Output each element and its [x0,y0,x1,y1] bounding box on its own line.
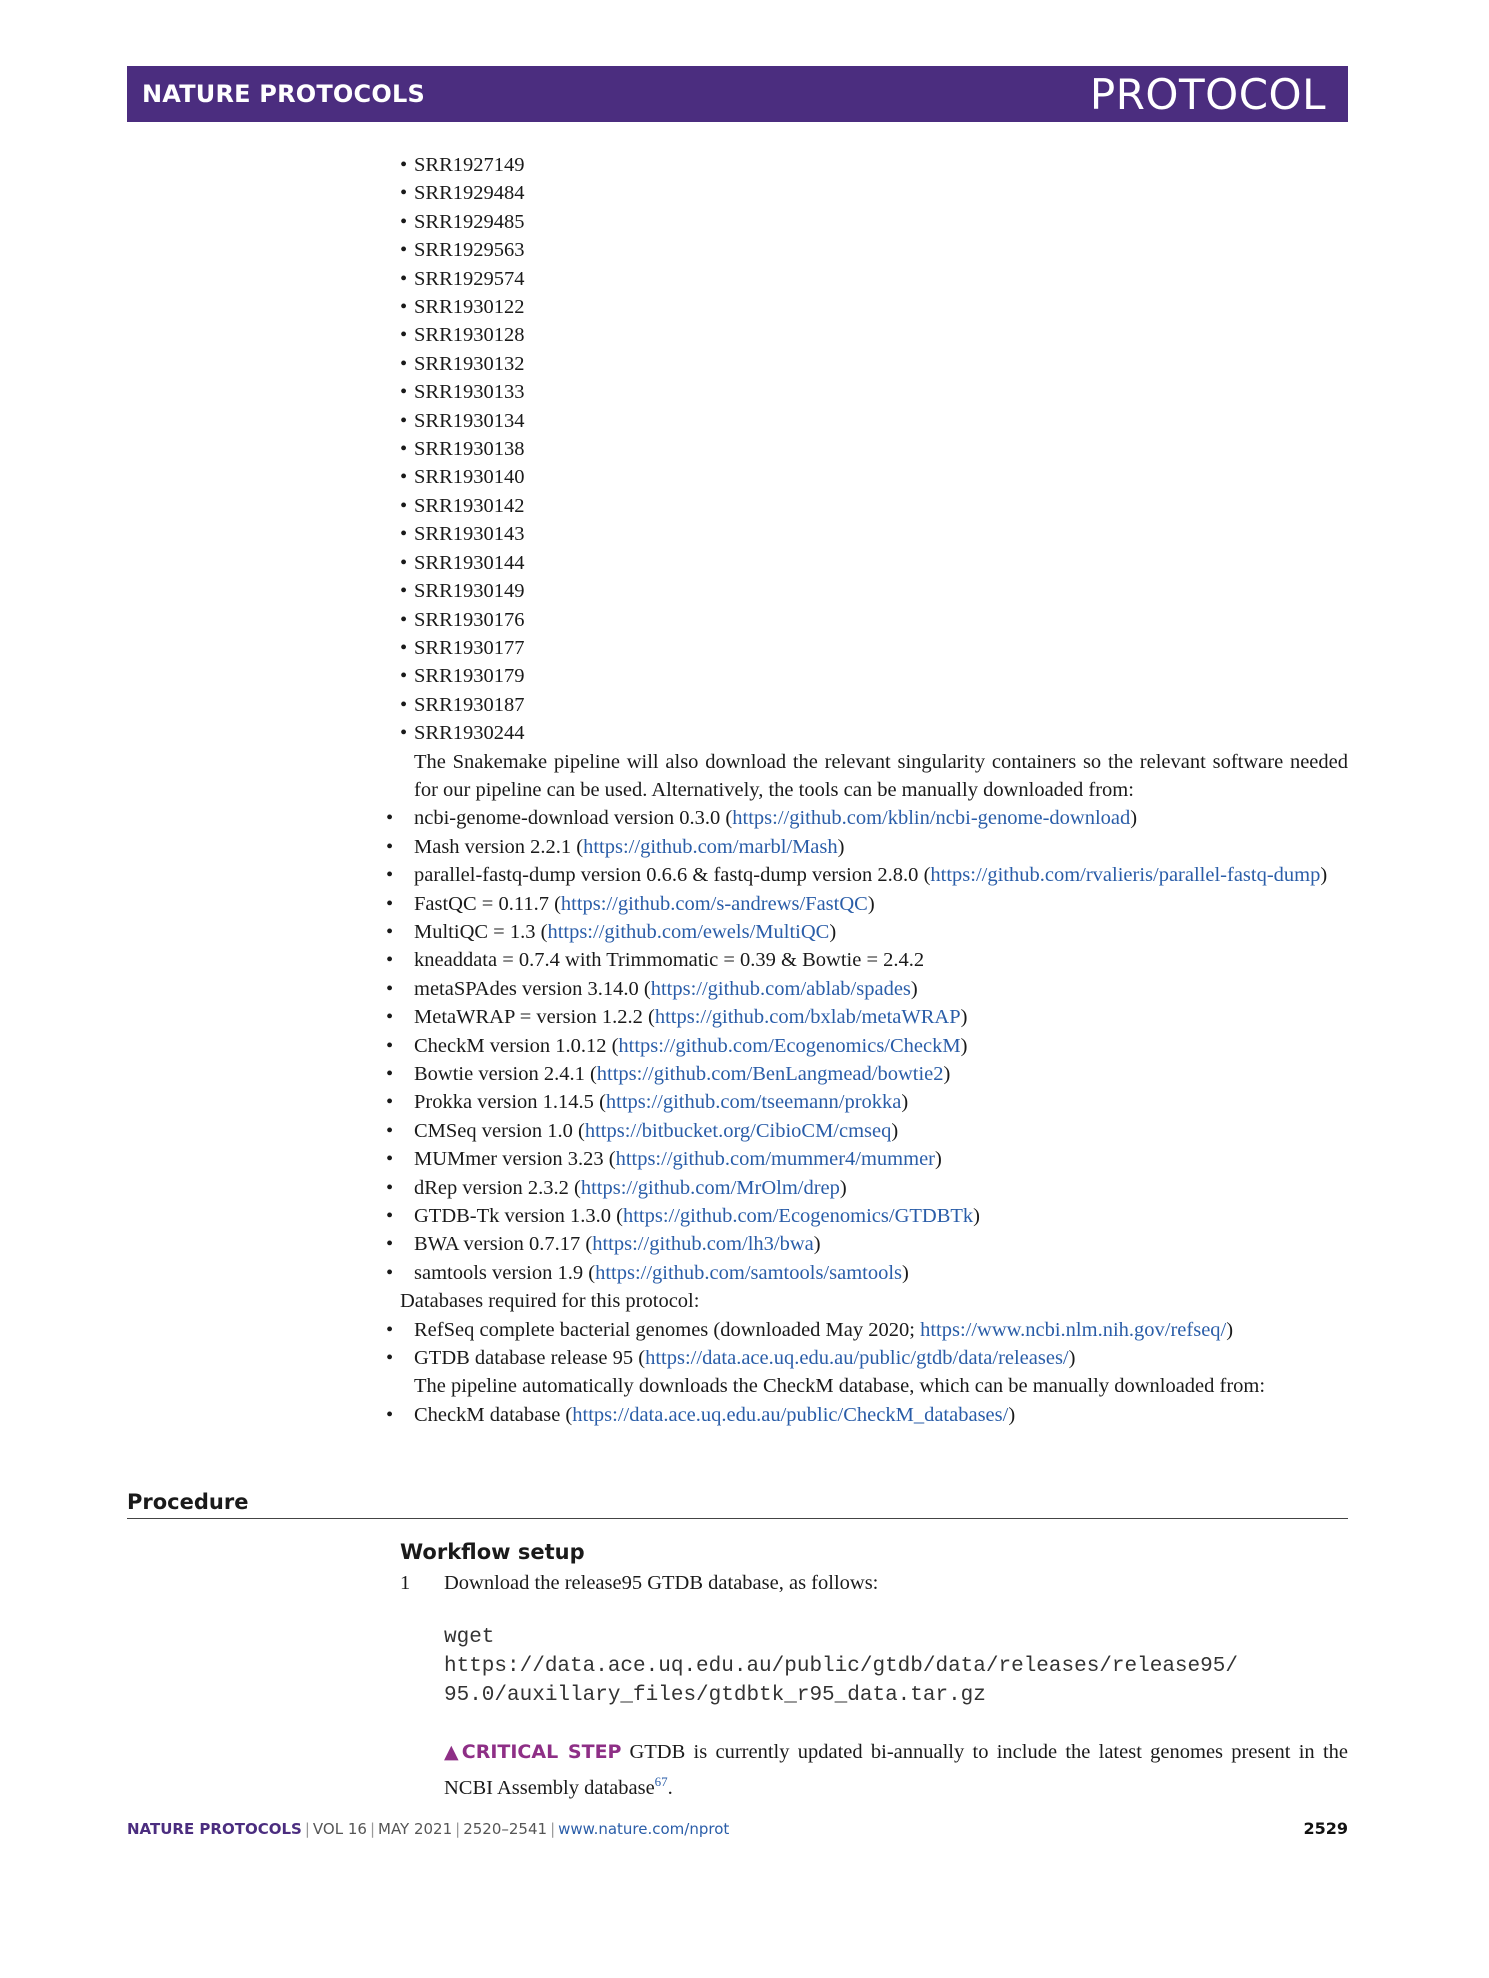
bullet-icon [400,182,414,204]
bullet-icon [400,1233,414,1255]
tool-name: Bowtie version 2.4.1 [414,1063,585,1085]
tool-item: • MultiQC = 1.3 (https://github.com/ewels/MultiQC) [400,918,1348,946]
accession-item [400,606,1348,634]
tool-item: • FastQC = 0.11.7 (https://github.com/s-andrews/FastQC) [400,890,1348,918]
tool-name: CheckM version 1.0.12 [414,1034,607,1057]
bullet-icon [400,495,414,517]
bullet-icon [400,1319,414,1341]
tool-item: • samtools version 1.9 (https://github.com/samtools/samtools) [400,1259,1348,1287]
step-text: Download the release95 GTDB database, as follows: [444,1572,879,1594]
critical-step-text: GTDB is currently updated bi-annually to include the latest genomes present in the NCBI Assembly database [444,1741,1348,1799]
code-line: https://data.ace.uq.edu.au/public/gtdb/data/releases/release95/ [444,1655,1238,1678]
bullet-icon [400,523,414,545]
tool-name: MetaWRAP = version 1.2.2 [414,1006,643,1029]
bullet-icon [400,268,414,290]
bullet-icon [400,1120,414,1142]
code-block [444,1623,1238,1710]
accession-id: SRR1929485 [414,210,525,233]
tool-item: • CMSeq version 1.0 (https://bitbucket.org/CibioCM/cmseq) [400,1117,1348,1145]
accession-id: SRR1930142 [414,494,525,517]
journal-name: NATURE PROTOCOLS [142,80,425,108]
bullet-icon [400,410,414,432]
accession-id: SRR1930149 [414,580,525,603]
accession-id: SRR1930133 [414,381,525,404]
tool-item: • Mash version 2.2.1 (https://github.com/marbl/Mash) [400,833,1348,861]
article-type: PROTOCOL [1089,69,1326,119]
tool-name: Mash version 2.2.1 [414,835,572,858]
accession-id: SRR1930144 [414,551,525,574]
accession-id: SRR1930132 [414,352,525,375]
checkm-intro: The pipeline automatically downloads the CheckM database, which can be manually downloaded from: [414,1375,1266,1398]
tool-name: metaSPAdes version 3.14.0 [414,977,639,1000]
bullet-icon [400,1347,414,1369]
accession-item [400,265,1348,293]
bullet-icon [400,609,414,631]
tool-link[interactable]: https://github.com/s-andrews/FastQC [560,892,868,915]
accession-item [400,350,1348,378]
bullet-icon [400,637,414,659]
step-number: 1 [400,1572,411,1594]
bullet-icon [400,921,414,943]
bullet-icon [400,864,414,886]
page-footer [127,1819,1348,1838]
accession-id: SRR1930134 [414,409,525,432]
tool-link[interactable]: https://bitbucket.org/CibioCM/cmseq [584,1119,892,1142]
tool-name: CMSeq version 1.0 [414,1119,573,1142]
tool-name: BWA version 0.7.17 [414,1233,581,1256]
tool-name: samtools version 1.9 [414,1261,584,1284]
bullet-icon [400,722,414,744]
bullet-icon [400,1262,414,1284]
tool-item [400,946,1348,974]
accession-id: SRR1929484 [414,182,525,205]
tool-name: Prokka version 1.14.5 [414,1091,594,1114]
accession-list [400,151,1348,748]
footer-pages: 2520–2541 [463,1820,548,1838]
accession-item [400,407,1348,435]
accession-item [400,208,1348,236]
tool-name: ncbi-genome-download version 0.3.0 [414,807,721,830]
accession-item [400,662,1348,690]
workflow-setup-heading: Workflow setup [400,1540,585,1564]
code-line: wget [444,1626,495,1649]
bullet-icon [400,1091,414,1113]
database-link[interactable]: https://www.ncbi.nlm.nih.gov/refseq/ [920,1318,1227,1341]
bullet-icon [400,296,414,318]
bullet-icon [400,1177,414,1199]
accession-item [400,577,1348,605]
footer-journal: NATURE PROTOCOLS [127,1820,302,1838]
reference-67-link[interactable]: 67 [654,1774,668,1789]
bullet-icon [400,836,414,858]
bullet-icon [400,978,414,1000]
tool-name: GTDB-Tk version 1.3.0 [414,1205,612,1228]
bullet-icon [400,381,414,403]
critical-step-label: ▲CRITICAL STEP [444,1741,622,1763]
tool-link[interactable]: https://github.com/ewels/MultiQC [547,920,830,943]
tool-item: • MetaWRAP = version 1.2.2 (https://github.com/bxlab/metaWRAP) [400,1003,1348,1031]
footer-volume: VOL 16 [312,1820,367,1838]
bullet-icon [400,154,414,176]
main-content [400,151,1348,1429]
tool-link[interactable]: https://github.com/ablab/spades [650,977,911,1000]
bullet-icon [400,1063,414,1085]
accession-item [400,691,1348,719]
accession-item [400,435,1348,463]
accession-item [400,463,1348,491]
footer-date: MAY 2021 [378,1820,453,1838]
accession-id: SRR1930244 [414,722,525,745]
bullet-icon [400,466,414,488]
accession-id: SRR1929563 [414,239,525,262]
accession-item [400,293,1348,321]
tool-item: • BWA version 0.7.17 (https://github.com/lh3/bwa) [400,1230,1348,1258]
checkm-database-item: • CheckM database (https://data.ace.uq.edu.au/public/CheckM_databases/) [400,1401,1348,1429]
code-line: 95.0/auxillary_files/gtdbtk_r95_data.tar.gz [444,1684,986,1707]
tool-item: • Prokka version 1.14.5 (https://github.com/tseemann/prokka) [400,1088,1348,1116]
bullet-icon [400,1006,414,1028]
bullet-icon [400,1148,414,1170]
tool-link[interactable]: https://github.com/Ecogenomics/CheckM [618,1034,961,1057]
bullet-icon [400,239,414,261]
checkm-db-link[interactable]: https://data.ace.uq.edu.au/public/CheckM_databases/ [572,1403,1009,1426]
tool-link[interactable]: https://github.com/Ecogenomics/GTDBTk [622,1205,974,1228]
bullet-icon [400,1404,414,1426]
bullet-icon [400,807,414,829]
accession-id: SRR1930140 [414,466,525,489]
bullet-icon [400,1205,414,1227]
procedure-heading: Procedure [127,1490,1348,1519]
tool-item: • metaSPAdes version 3.14.0 (https://github.com/ablab/spades) [400,975,1348,1003]
page-number: 2529 [1303,1819,1348,1838]
database-list [400,1316,1348,1373]
tool-link[interactable]: https://github.com/kblin/ncbi-genome-download [732,807,1131,830]
bullet-icon [400,1035,414,1057]
bullet-icon [400,211,414,233]
footer-website-link[interactable]: www.nature.com/nprot [558,1820,730,1838]
tool-link[interactable]: https://github.com/lh3/bwa [592,1233,814,1256]
tool-link[interactable]: https://github.com/BenLangmead/bowtie2 [596,1063,944,1085]
bullet-icon [400,694,414,716]
database-item: • GTDB database release 95 (https://data.ace.uq.edu.au/public/gtdb/data/releases/) [400,1344,1348,1372]
tool-link[interactable]: https://github.com/bxlab/metaWRAP [654,1006,961,1029]
accession-id: SRR1930128 [414,324,525,347]
tool-name: dRep version 2.3.2 [414,1176,569,1199]
accession-id: SRR1929574 [414,267,525,290]
tool-list [400,804,1348,1287]
tool-item: • GTDB-Tk version 1.3.0 (https://github.com/Ecogenomics/GTDBTk) [400,1202,1348,1230]
accession-item [400,634,1348,662]
bullet-icon [400,438,414,460]
accession-id: SRR1930177 [414,636,525,659]
tool-name: MultiQC = 1.3 [414,920,536,943]
tool-name: FastQC = 0.11.7 [414,892,549,915]
tool-name: parallel-fastq-dump version 0.6.6 & fastq-dump version 2.8.0 [414,864,919,887]
bullet-icon [400,580,414,602]
accession-item [400,549,1348,577]
tool-link[interactable]: https://github.com/tseemann/prokka [605,1091,902,1114]
database-name: RefSeq complete bacterial genomes (downloaded May 2020; [414,1318,915,1341]
tool-link[interactable]: https://github.com/rvalieris/parallel-fastq-dump [930,864,1321,887]
accession-item [400,492,1348,520]
tool-name: MUMmer version 3.23 [414,1148,604,1171]
bullet-icon [400,893,414,915]
tool-link[interactable]: https://github.com/marbl/Mash [583,835,838,858]
bullet-icon [400,665,414,687]
tool-item: • dRep version 2.3.2 (https://github.com/MrOlm/drep) [400,1174,1348,1202]
accession-item [400,236,1348,264]
tool-link[interactable]: https://github.com/mummer4/mummer [615,1148,935,1171]
bullet-icon [400,324,414,346]
bullet-icon [400,949,414,971]
accession-item [400,179,1348,207]
software-intro: The Snakemake pipeline will also download the relevant singularity containers so the relevant software needed for our pipeline can be used. Alternatively, the tools can be manually downloaded from: [414,750,1348,801]
accession-id: SRR1930122 [414,296,525,319]
checkm-db-name: CheckM database [414,1403,561,1426]
accession-id: SRR1930179 [414,665,525,688]
accession-id: SRR1930176 [414,608,525,631]
database-item: • RefSeq complete bacterial genomes (downloaded May 2020; https://www.ncbi.nlm.nih.gov/refseq/) [400,1316,1348,1344]
accession-item [400,520,1348,548]
database-link[interactable]: https://data.ace.uq.edu.au/public/gtdb/data/releases/ [645,1347,1069,1370]
tool-item: • ncbi-genome-download version 0.3.0 (https://github.com/kblin/ncbi-genome-download) [400,804,1348,832]
accession-item [400,151,1348,179]
bullet-icon [400,552,414,574]
accession-item [400,321,1348,349]
critical-step-note [444,1738,1348,1803]
tool-item: • parallel-fastq-dump version 0.6.6 & fastq-dump version 2.8.0 (https://github.com/rvalieris/parallel-fastq-dump) [400,861,1348,889]
tool-item: • CheckM version 1.0.12 (https://github.com/Ecogenomics/CheckM) [400,1032,1348,1060]
accession-item [400,378,1348,406]
tool-link[interactable]: https://github.com/samtools/samtools [595,1261,903,1284]
tool-item: • MUMmer version 3.23 (https://github.com/mummer4/mummer) [400,1145,1348,1173]
databases-intro: Databases required for this protocol: [400,1290,700,1313]
bullet-icon [400,353,414,375]
journal-header-bar [127,66,1348,122]
accession-item [400,719,1348,747]
accession-id: SRR1927149 [414,154,525,176]
tool-item: • Bowtie version 2.4.1 (https://github.com/BenLangmead/bowtie2) [400,1060,1348,1088]
accession-id: SRR1930143 [414,523,525,546]
critical-step-end: . [667,1776,673,1799]
footer-citation: NATURE PROTOCOLS | VOL 16 | MAY 2021 | 2520–2541 | www.nature.com/nprot [127,1820,730,1838]
tool-link[interactable]: https://github.com/MrOlm/drep [580,1176,840,1199]
accession-id: SRR1930138 [414,438,525,461]
database-name: GTDB database release 95 [414,1347,634,1370]
accession-id: SRR1930187 [414,693,525,716]
tool-name: kneaddata = 0.7.4 with Trimmomatic = 0.39 & Bowtie = 2.4.2 [414,949,925,972]
